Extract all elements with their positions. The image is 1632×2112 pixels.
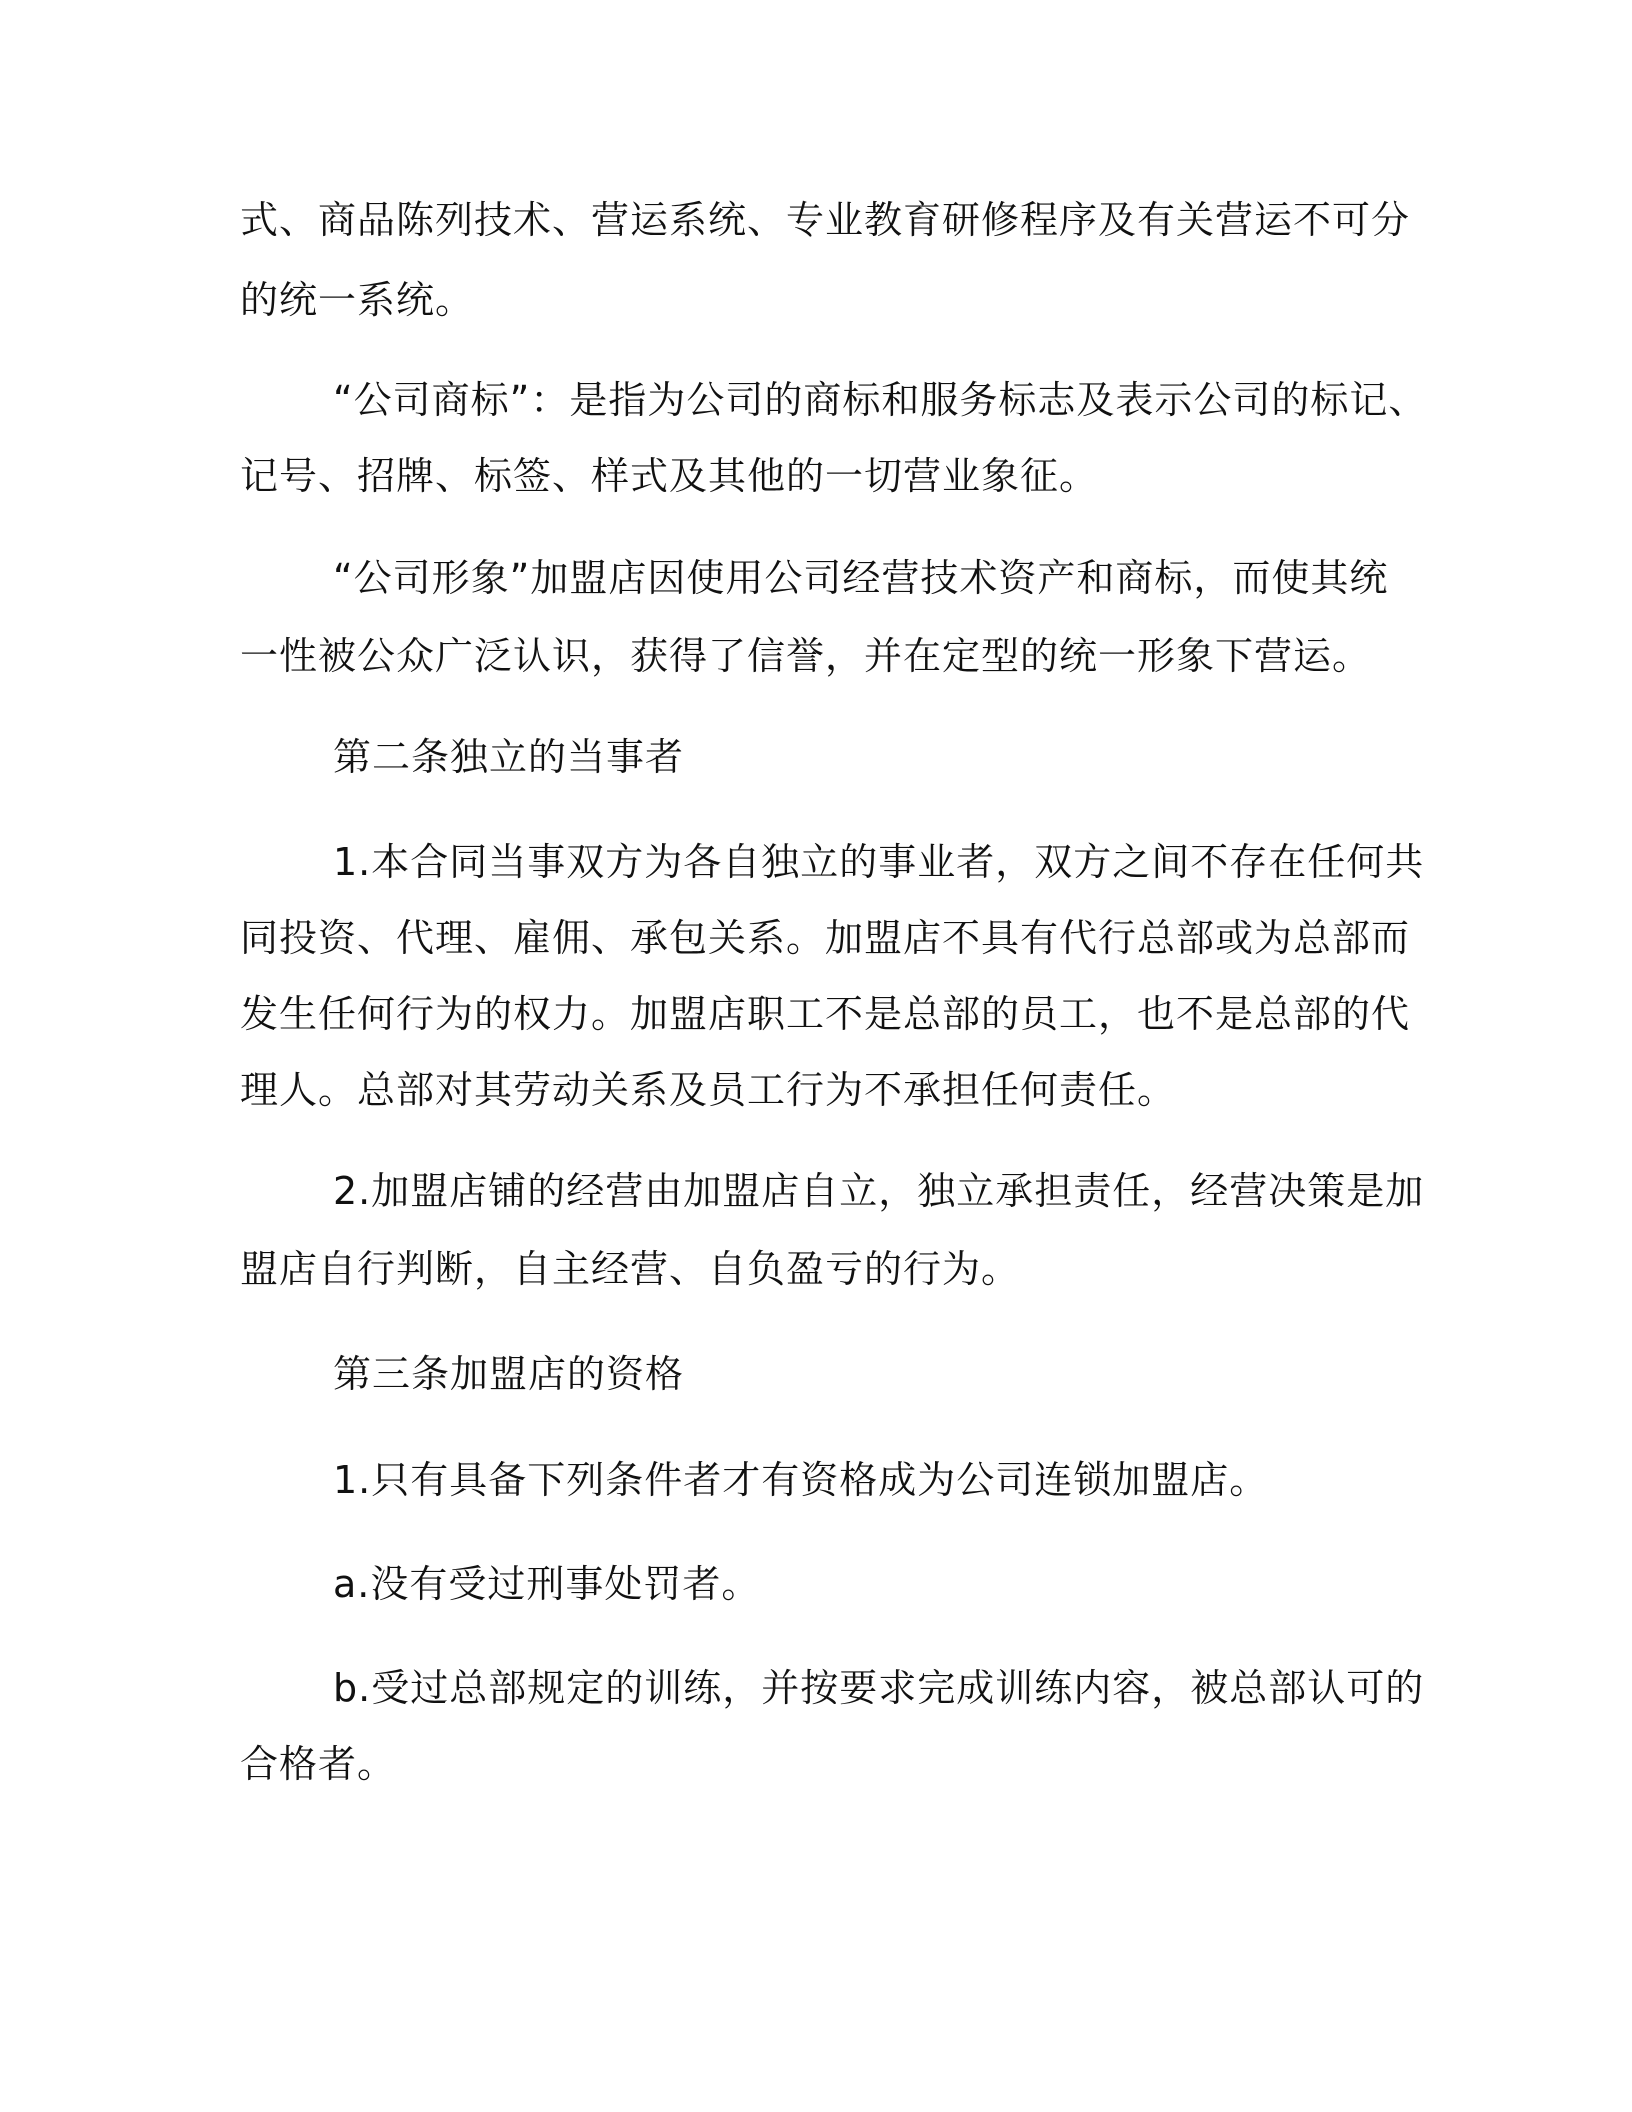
text-line: 的统一系统。 <box>240 278 475 322</box>
section-heading: 第二条独立的当事者 <box>333 735 685 779</box>
section-heading: 第三条加盟店的资格 <box>333 1352 685 1396</box>
text-line: 合格者。 <box>240 1742 397 1786</box>
text-line: 一性被公众广泛认识，获得了信誉，并在定型的统一形象下营运。 <box>240 634 1372 678</box>
text-line: 1.本合同当事双方为各自独立的事业者，双方之间不存在任何共 <box>333 840 1425 884</box>
text-line: a.没有受过刑事处罚者。 <box>333 1562 761 1606</box>
text-line: 1.只有具备下列条件者才有资格成为公司连锁加盟店。 <box>333 1458 1269 1502</box>
text-line: “公司商标”：是指为公司的商标和服务标志及表示公司的标记、 <box>333 378 1428 422</box>
text-line: 理人。总部对其劳动关系及员工行为不承担任何责任。 <box>240 1068 1177 1112</box>
text-line: 同投资、代理、雇佣、承包关系。加盟店不具有代行总部或为总部而 <box>240 916 1411 960</box>
text-line: “公司形象”加盟店因使用公司经营技术资产和商标，而使其统 <box>333 556 1389 600</box>
text-line: 2.加盟店铺的经营由加盟店自立，独立承担责任，经营决策是加 <box>333 1169 1425 1213</box>
text-line: 记号、招牌、标签、样式及其他的一切营业象征。 <box>240 454 1099 498</box>
text-line: b.受过总部规定的训练，并按要求完成训练内容，被总部认可的 <box>333 1666 1425 1710</box>
text-line: 盟店自行判断，自主经营、自负盈亏的行为。 <box>240 1247 1021 1291</box>
text-line: 发生任何行为的权力。加盟店职工不是总部的员工，也不是总部的代 <box>240 992 1411 1036</box>
text-line: 式、商品陈列技术、营运系统、专业教育研修程序及有关营运不可分 <box>240 198 1411 242</box>
